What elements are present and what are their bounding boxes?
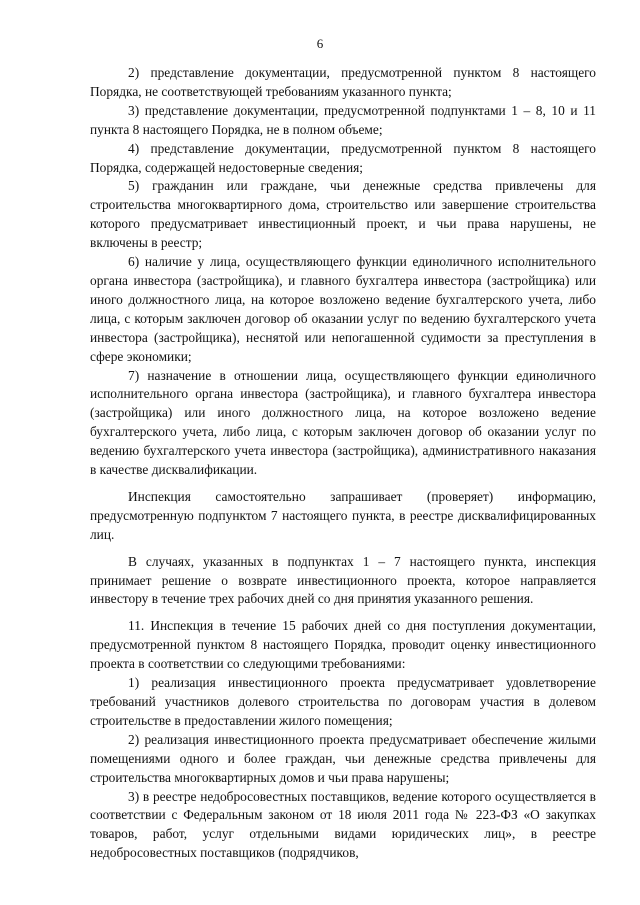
document-body xyxy=(90,64,596,863)
paragraph-item-5: 5) гражданин или граждане, чьи денежные средства привлечены для строительства многоквартирного дома, строительство или завершение строительства которого предусматривает инвестиционный проект, и чьи права нарушены, не включены в реестр; xyxy=(90,178,596,251)
paragraph-requirement-1: 1) реализация инвестиционного проекта предусматривает удовлетворение требований участников долевого строительства по договорам участия в долевом строительстве в предоставлении жилого помещения; xyxy=(90,675,596,728)
paragraph-requirement-2: 2) реализация инвестиционного проекта предусматривает обеспечение жилыми помещениями одного и более граждан, чьи денежные средства привлечены для строительства многоквартирных домов и чьи права нарушены; xyxy=(90,731,596,785)
paragraph-section-11: 11. Инспекция в течение 15 рабочих дней со дня поступления документации, предусмотренной пунктом 8 настоящего Порядка, проводит оценку инвестиционного проекта в соответствии со следующими требованиями: xyxy=(90,618,596,672)
paragraph-item-4: 4) представление документации, предусмотренной пунктом 8 настоящего Порядка, содержащей недостоверные сведения; xyxy=(90,140,596,175)
paragraph-return-decision: В случаях, указанных в подпунктах 1 – 7 настоящего пункта, инспекция принимает решение о возврате инвестиционного проекта, которое направляется инвестору в течение трех рабочих дней со дня принятия указанного решения. xyxy=(90,553,596,607)
paragraph-item-6: 6) наличие у лица, осуществляющего функции единоличного исполнительного органа инвестора (застройщика), и главного бухгалтера инвестора (застройщика) или иного должностного лица, на которое возложено ведение бухгалтерского учета, либо лица, с которым заключен договор об оказании услуг по ведению бухгалтерского учета инвестора (застройщика), неснятой или непогашенной судимости за преступления в сфере экономики; xyxy=(90,254,596,364)
paragraph-requirement-3: 3) в реестре недобросовестных поставщиков, ведение которого осуществляется в соответствии с Федеральным законом от 18 июля 2011 года № 223-ФЗ «О закупках товаров, работ, услуг отдельными видами юридических лиц», в реестре недобросовестных поставщиков (подрядчиков, xyxy=(90,788,596,861)
paragraph-item-2: 2) представление документации, предусмотренной пунктом 8 настоящего Порядка, не соответствующей требованиям указанного пункта; xyxy=(90,65,596,99)
paragraph-item-7: 7) назначение в отношении лица, осуществляющего функции единоличного исполнительного органа инвестора (застройщика), и главного бухгалтера инвестора (застройщика) или иного должностного лица, на которое возложено ведение бухгалтерского учета, либо лица, с которым заключен договор об оказании услуг по ведению бухгалтерского учета инвестора (застройщика), административного наказания в качестве дисквалификации. xyxy=(90,367,596,478)
paragraph-item-3: 3) представление документации, предусмотренной подпунктами 1 – 8, 10 и 11 пункта 8 настоящего Порядка, не в полном объеме; xyxy=(90,102,596,137)
paragraph-inspection-request: Инспекция самостоятельно запрашивает (проверяет) информацию, предусмотренную подпунктом 7 настоящего пункта, в реестре дисквалифицированных лиц. xyxy=(90,488,596,542)
page-number: 6 xyxy=(316,36,324,51)
